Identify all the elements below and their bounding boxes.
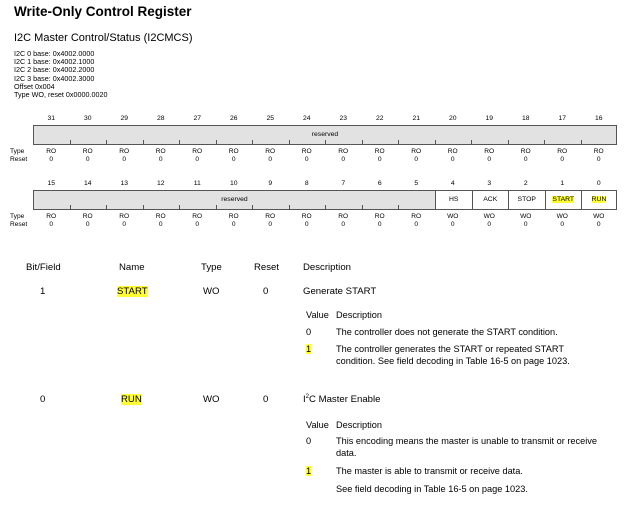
value-code: 0 (306, 327, 312, 337)
bit-reset: 0 (487, 220, 492, 228)
bit-type-reset (435, 148, 472, 163)
bit-reset: 0 (560, 220, 565, 228)
bit-type-reset (325, 213, 362, 228)
bit-tick (544, 140, 545, 144)
bit-type-reset (106, 148, 143, 163)
bit-type-reset (325, 148, 362, 163)
field-bit: 0 (40, 394, 46, 405)
bit-number: 14 (83, 180, 92, 187)
bit-reset: 0 (195, 155, 200, 163)
meta-line: I2C 3 base: 0x4002.3000 (14, 73, 95, 83)
bit-type: RO (265, 148, 276, 155)
bit-tick (289, 205, 290, 209)
bit-number: 19 (485, 115, 494, 122)
col-header-reset: Reset (254, 262, 280, 273)
bit-number: 18 (521, 115, 530, 122)
bit-number: 27 (193, 115, 202, 122)
bit-type-reset (216, 148, 253, 163)
bit-type: RO (374, 213, 385, 220)
field-reset: 0 (263, 286, 269, 297)
field-stop: STOP (508, 191, 545, 209)
bit-type: WO (447, 213, 459, 220)
col-header-description: Description (303, 262, 351, 273)
bit-type-reset (398, 148, 435, 163)
field-run-label: RUN (591, 196, 607, 203)
bit-tick (362, 205, 363, 209)
bit-type: RO (520, 148, 531, 155)
bit-reset: 0 (122, 220, 127, 228)
value-text-line: See field decoding in Table 16-5 on page 1023. (336, 483, 528, 494)
bit-reset: 0 (49, 220, 54, 228)
bit-reset: 0 (523, 155, 528, 163)
bit-type-reset (398, 213, 435, 228)
bit-type-reset (70, 148, 107, 163)
bit-reset: 0 (231, 155, 236, 163)
bit-number: 2 (523, 180, 528, 187)
bit-tick (216, 205, 217, 209)
bit-tick (508, 140, 509, 144)
bit-reset: 0 (268, 220, 273, 228)
field-reset: 0 (263, 394, 269, 405)
bit-type: WO (483, 213, 495, 220)
value-desc-header: Description (336, 310, 382, 320)
field-name-run (121, 394, 142, 405)
bit-reset: 0 (268, 155, 273, 163)
bit-number: 8 (304, 180, 309, 187)
reset-row-label: Reset (10, 155, 28, 163)
bit-number: 7 (341, 180, 346, 187)
meta-line: I2C 2 base: 0x4002.2000 (14, 65, 95, 75)
bit-type: RO (265, 213, 276, 220)
bit-type-reset (471, 213, 508, 228)
bit-number: 31 (47, 115, 56, 122)
bit-reset: 0 (377, 220, 382, 228)
value-code-label: 1 (306, 466, 312, 476)
bit-number: 24 (302, 115, 311, 122)
type-reset-values (33, 148, 617, 164)
bit-reset: 0 (596, 155, 601, 163)
bit-type: RO (338, 148, 349, 155)
field-start-label: START (552, 196, 575, 203)
reserved-field-label: reserved (221, 196, 248, 203)
value-code: 0 (306, 436, 312, 446)
bit-reset: 0 (49, 155, 54, 163)
meta-line: I2C 0 base: 0x4002.0000 (14, 49, 95, 58)
value-text-line: The master is able to transmit or receive data. (336, 466, 523, 476)
bit-type: RO (155, 148, 166, 155)
bit-number: 26 (229, 115, 238, 122)
bit-tick (143, 205, 144, 209)
bit-reset: 0 (231, 220, 236, 228)
register-name: I2C Master Control/Status (I2CMCS) (14, 32, 193, 44)
bit-type: RO (411, 213, 422, 220)
lower-field-box (33, 190, 617, 210)
bit-type: RO (155, 213, 166, 220)
desc-sup: 2 (305, 394, 310, 400)
bit-number: 1 (560, 180, 565, 187)
bit-type: RO (374, 148, 385, 155)
bit-number: 10 (229, 180, 238, 187)
bit-type-reset (106, 213, 143, 228)
desc-suffix: C Master Enable (309, 394, 381, 406)
bit-type-reset (33, 213, 70, 228)
bit-tick (289, 140, 290, 144)
bit-tick (143, 140, 144, 144)
bit-type-reset (581, 213, 618, 228)
bit-type-reset (471, 148, 508, 163)
field-description: Generate START (303, 286, 377, 297)
bit-type: WO (556, 213, 568, 220)
bit-type-reset (581, 148, 618, 163)
field-name-label: RUN (121, 394, 142, 405)
bit-type: WO (593, 213, 605, 220)
bit-type-reset (252, 213, 289, 228)
bit-reset: 0 (523, 220, 528, 228)
bit-type: RO (447, 148, 458, 155)
value-text-line: The controller generates the START or repeated START (336, 344, 564, 354)
bit-reset: 0 (304, 220, 309, 228)
bit-reset: 0 (341, 220, 346, 228)
bit-reset: 0 (195, 220, 200, 228)
desc-prefix: I (303, 394, 306, 406)
bit-reset: 0 (122, 155, 127, 163)
bit-reset: 0 (560, 155, 565, 163)
col-header-type: Type (201, 262, 222, 273)
bit-number: 29 (120, 115, 129, 122)
bit-number: 28 (156, 115, 165, 122)
bit-type-reset (544, 148, 581, 163)
bit-number: 20 (448, 115, 457, 122)
meta-line: Offset 0x004 (14, 81, 55, 91)
value-text: The controller does not generate the START condition. (336, 327, 558, 337)
bit-type: WO (520, 213, 532, 220)
bit-type-reset (70, 213, 107, 228)
bit-type: RO (228, 213, 239, 220)
upper-field-box (33, 125, 617, 145)
value-text (336, 466, 528, 495)
bit-tick (179, 140, 180, 144)
bit-type-reset (544, 213, 581, 228)
bit-reset: 0 (487, 155, 492, 163)
bit-type-reset (143, 148, 180, 163)
value-header: Value (306, 420, 329, 430)
field-type: WO (203, 286, 220, 297)
bit-type-reset (179, 148, 216, 163)
bit-tick (252, 140, 253, 144)
value-code (306, 466, 311, 478)
bit-number: 30 (83, 115, 92, 122)
register-meta (14, 50, 108, 99)
col-header-bitfield: Bit/Field (26, 262, 61, 273)
value-header: Value (306, 310, 329, 320)
bit-tick (362, 140, 363, 144)
bit-type-reset (252, 148, 289, 163)
bit-reset: 0 (85, 155, 90, 163)
bit-tick (70, 205, 71, 209)
bit-number: 4 (450, 180, 455, 187)
bit-type: RO (338, 213, 349, 220)
value-text (336, 436, 597, 459)
bit-type: RO (119, 148, 130, 155)
bit-number: 23 (339, 115, 348, 122)
bit-type-reset (179, 213, 216, 228)
bit-type: RO (192, 148, 203, 155)
field-name-label: START (117, 286, 148, 297)
bit-type-reset (289, 148, 326, 163)
field-run (581, 191, 616, 209)
bit-number: 22 (375, 115, 384, 122)
bit-number: 3 (487, 180, 492, 187)
bit-reset: 0 (341, 155, 346, 163)
value-text (336, 344, 570, 367)
bit-reset: 0 (450, 155, 455, 163)
bit-type-reset (508, 148, 545, 163)
bit-number-row (33, 180, 617, 190)
bit-tick (398, 205, 399, 209)
bit-number: 13 (120, 180, 129, 187)
bit-reset: 0 (450, 220, 455, 228)
value-text-line: data. (336, 447, 357, 458)
bit-reset: 0 (414, 155, 419, 163)
page-title: Write-Only Control Register (14, 4, 192, 19)
bit-number: 6 (377, 180, 382, 187)
bit-type: RO (82, 213, 93, 220)
bit-type-reset (435, 213, 472, 228)
meta-line: I2C 1 base: 0x4002.1000 (14, 57, 95, 67)
bit-type: RO (46, 148, 57, 155)
field-hs: HS (435, 191, 472, 209)
bit-number: 5 (414, 180, 419, 187)
bit-type-reset (216, 213, 253, 228)
col-header-name: Name (119, 262, 145, 273)
bit-type: RO (593, 148, 604, 155)
bit-number: 16 (594, 115, 603, 122)
bit-type-reset (33, 148, 70, 163)
bit-tick (252, 205, 253, 209)
bit-number-row (33, 115, 617, 125)
field-type: WO (203, 394, 220, 405)
field-name-start (117, 286, 148, 297)
type-row-label: Type (10, 213, 25, 220)
bit-type: RO (484, 148, 495, 155)
value-text-line: condition. See field decoding in Table 16-5 on page 1023. (336, 355, 570, 366)
bit-tick (70, 140, 71, 144)
meta-line: Type WO, reset 0x0000.0020 (14, 90, 108, 100)
bit-type-reset (362, 213, 399, 228)
bit-type: RO (411, 148, 422, 155)
field-description (303, 394, 380, 405)
bit-reset: 0 (377, 155, 382, 163)
bit-number: 12 (156, 180, 165, 187)
bit-type-reset (289, 213, 326, 228)
bit-number: 25 (266, 115, 275, 122)
bit-type: RO (119, 213, 130, 220)
bit-reset: 0 (85, 220, 90, 228)
bit-type: RO (301, 148, 312, 155)
bit-tick (581, 140, 582, 144)
reserved-field-label: reserved (311, 131, 339, 138)
bit-tick (398, 140, 399, 144)
bit-type: RO (228, 148, 239, 155)
bit-type-reset (362, 148, 399, 163)
bit-reset: 0 (596, 220, 601, 228)
bit-number: 0 (596, 180, 601, 187)
bit-number: 21 (412, 115, 421, 122)
field-ack: ACK (472, 191, 509, 209)
bit-reset: 0 (304, 155, 309, 163)
bit-type-reset (143, 213, 180, 228)
value-code (306, 344, 311, 356)
bit-tick (325, 205, 326, 209)
bit-type: RO (301, 213, 312, 220)
bit-tick (471, 140, 472, 144)
bit-number: 9 (268, 180, 273, 187)
bit-reset: 0 (414, 220, 419, 228)
bit-type-reset (508, 213, 545, 228)
bit-reset: 0 (158, 155, 163, 163)
bit-tick (106, 205, 107, 209)
field-bit: 1 (40, 286, 46, 297)
bit-type: RO (192, 213, 203, 220)
bit-type: RO (82, 148, 93, 155)
bit-type: RO (557, 148, 568, 155)
bit-number: 11 (193, 180, 201, 187)
bit-reset: 0 (158, 220, 163, 228)
field-start (545, 191, 582, 209)
bit-type: RO (46, 213, 57, 220)
bit-number: 15 (47, 180, 56, 187)
value-desc-header: Description (336, 420, 382, 430)
value-text-line: This encoding means the master is unable to transmit or receive (336, 436, 597, 446)
type-reset-values (33, 213, 617, 229)
bit-tick (179, 205, 180, 209)
bit-tick (106, 140, 107, 144)
reset-row-label: Reset (10, 220, 28, 228)
bit-tick (325, 140, 326, 144)
bit-tick (435, 140, 436, 144)
bit-number: 17 (558, 115, 567, 122)
value-code-label: 1 (306, 344, 312, 354)
bit-tick (216, 140, 217, 144)
type-row-label: Type (10, 148, 25, 155)
